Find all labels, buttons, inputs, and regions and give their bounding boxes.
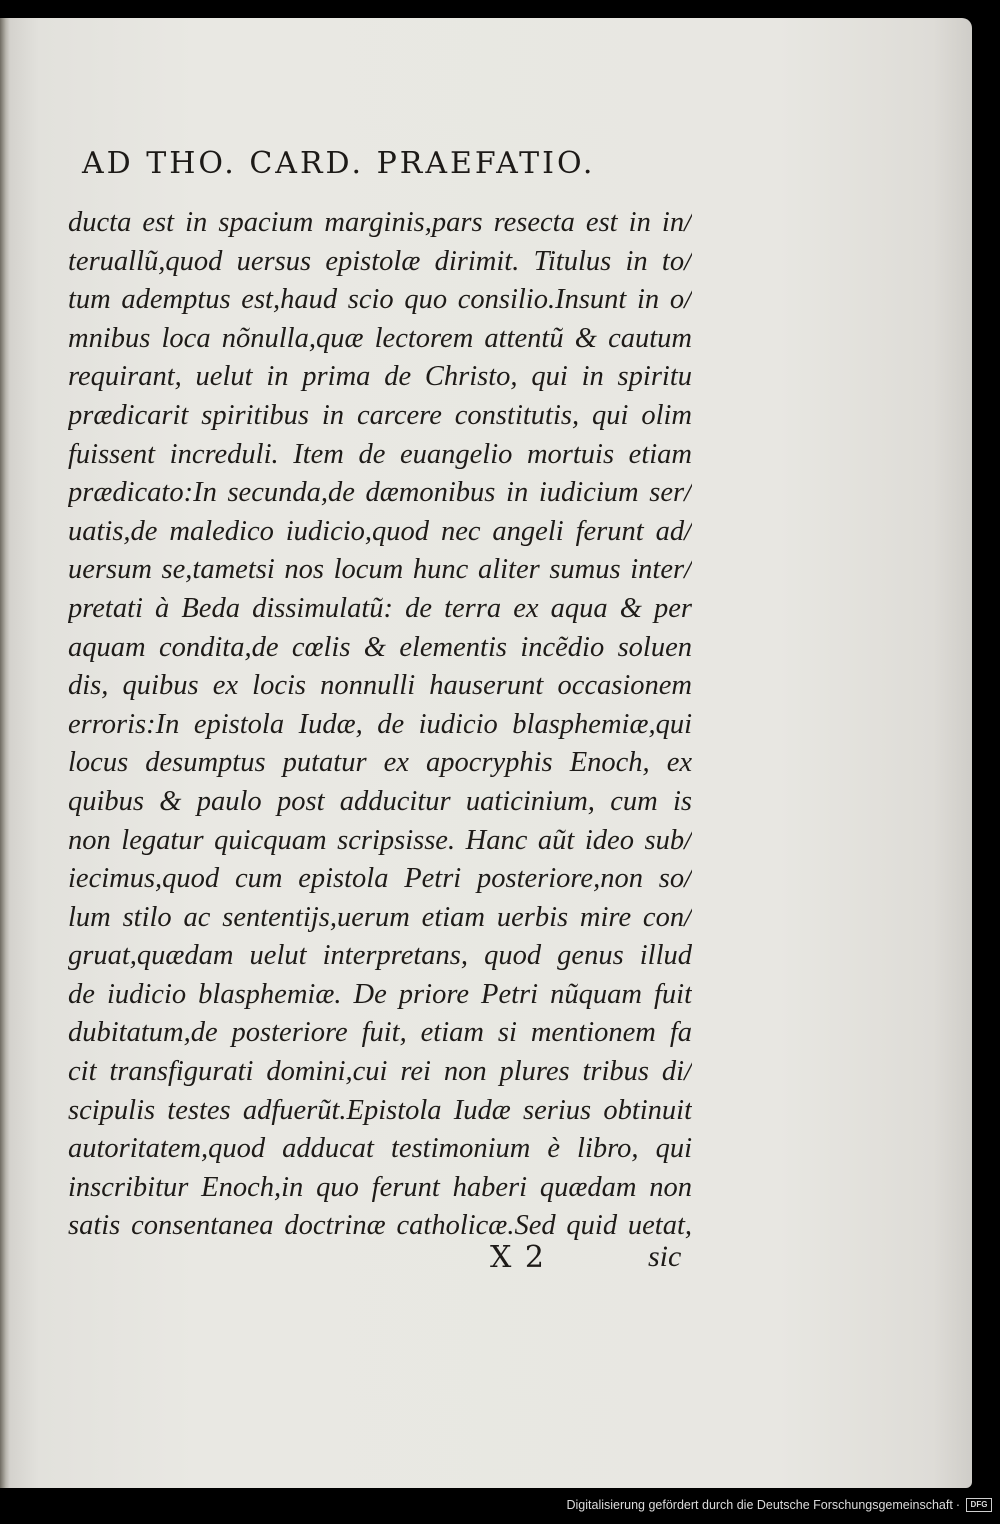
text-line: dubitatum,de posteriore fuit, etiam si mentionem fa [68,1017,692,1049]
page-body-text [68,204,692,1246]
text-line: cit transfigurati domini,cui rei non plures tribus di/ [68,1056,692,1088]
text-line: mnibus loca nõnulla,quæ lectorem attentũ & cautum [68,322,692,354]
text-line: lum stilo ac sententijs,uerum etiam uerbis mire con/ [68,901,692,933]
text-line: aquam condita,de cœlis & elementis incẽdio soluen [68,631,692,663]
text-line: non legatur quicquam scripsisse. Hanc aũt ideo sub/ [68,824,692,856]
text-line: gruat,quædam uelut interpretans, quod genus illud [68,940,692,972]
credit-separator: · [955,1498,960,1512]
text-line: uatis,de maledico iudicio,quod nec angeli ferunt ad/ [68,515,692,547]
text-line: ducta est in spacium marginis,pars resecta est in in/ [68,207,692,238]
text-line: quibus & paulo post adducitur uaticinium, cum is [68,785,692,817]
signature-mark: X 2 [490,1240,546,1275]
text-line: fuissent increduli. Item de euangelio mortuis etiam [68,438,692,470]
digitization-credit [567,1490,993,1520]
text-line: locus desumptus putatur ex apocryphis Enoch, ex [68,747,692,779]
text-line: de iudicio blasphemiæ. De priore Petri nũquam fuit [68,978,692,1010]
text-line: prædicato:In secunda,de dæmonibus in iudicium ser/ [68,477,692,509]
text-line: requirant, uelut in prima de Christo, qui in spiritu [68,361,692,393]
text-line: teruallũ,quod uersus epistolæ dirimit. Titulus in to/ [68,245,692,277]
text-line: scipulis testes adfuerũt.Epistola Iudæ serius obtinuit [68,1094,692,1126]
running-header: AD THO. CARD. PRAEFATIO. [82,146,596,181]
text-line: autoritatem,quod adducat testimonium è libro, qui [68,1133,692,1165]
text-line: inscribitur Enoch,in quo ferunt haberi quædam non [68,1171,692,1203]
text-line: erroris:In epistola Iudæ, de iudicio blasphemiæ,qui [68,708,692,740]
credit-text: Digitalisierung gefördert durch die Deutsche Forschungsgemeinschaft [566,1498,953,1512]
text-line: iecimus,quod cum epistola Petri posteriore,non so/ [68,863,692,895]
catchword: sic [648,1240,682,1273]
text-line: uersum se,tametsi nos locum hunc aliter sumus inter/ [68,554,692,586]
text-line: pretati à Beda dissimulatũ: de terra ex aqua & per [68,592,692,624]
text-line: prædicarit spiritibus in carcere constitutis, qui olim [68,399,692,431]
page-footer [68,1240,692,1280]
page-binding-edge [0,18,10,1488]
text-line: tum ademptus est,haud scio quo consilio.Insunt in o/ [68,284,692,316]
book-page [0,18,972,1488]
text-line: dis, quibus ex locis nonnulli hauserunt occasionem [68,670,692,702]
dfg-logo-icon: DFG [966,1498,992,1512]
text-line: satis consentanea doctrinæ catholicæ.Sed quid uetat, [68,1210,692,1242]
